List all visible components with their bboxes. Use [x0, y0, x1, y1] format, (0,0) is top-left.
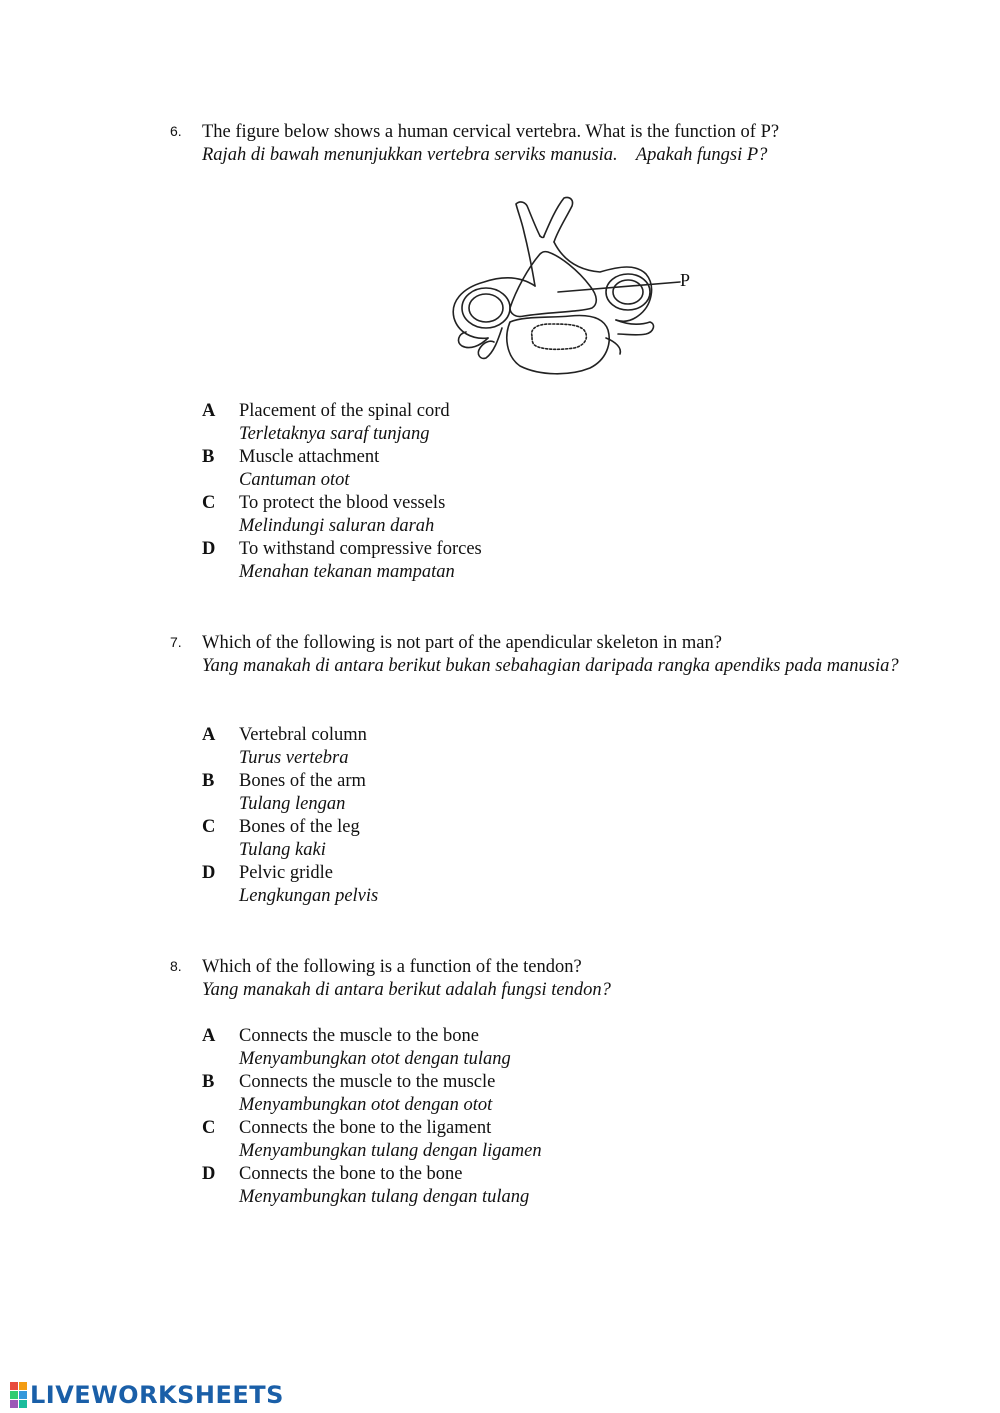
question-number: 8. — [170, 958, 182, 974]
option-text-ms: Lengkungan pelvis — [239, 886, 379, 906]
option-a[interactable] — [202, 724, 942, 770]
question-7 — [170, 632, 940, 678]
liveworksheets-logo[interactable] — [10, 1380, 284, 1410]
option-text-en: Placement of the spinal cord — [239, 401, 450, 421]
figure-label-p: P — [680, 270, 691, 290]
option-letter: C — [202, 493, 216, 513]
option-text-ms: Terletaknya saraf tunjang — [239, 424, 430, 444]
logo-block — [10, 1382, 18, 1390]
option-b[interactable] — [202, 770, 942, 816]
option-text-en: Pelvic gridle — [239, 863, 334, 883]
option-text-ms: Cantuman otot — [239, 470, 350, 490]
option-c[interactable] — [202, 492, 942, 538]
option-letter: A — [202, 1026, 216, 1046]
logo-blocks-icon — [10, 1382, 27, 1408]
option-c[interactable] — [202, 816, 942, 862]
option-letter: B — [202, 447, 215, 467]
option-text-en: Connects the bone to the bone — [239, 1164, 463, 1184]
logo-block — [10, 1400, 18, 1408]
question-text-en: The figure below shows a human cervical vertebra. What is the function of P? — [202, 122, 780, 142]
question-number: 6. — [170, 123, 182, 139]
option-letter: A — [202, 725, 216, 745]
option-d[interactable] — [202, 538, 942, 584]
logo-block — [10, 1391, 18, 1399]
question-8 — [170, 956, 940, 1002]
option-b[interactable] — [202, 446, 942, 492]
question-6 — [170, 121, 940, 167]
option-text-ms: Menahan tekanan mampatan — [239, 562, 455, 582]
option-letter: C — [202, 1118, 216, 1138]
question-text-en: Which of the following is a function of the tendon? — [202, 957, 582, 977]
logo-block — [19, 1391, 27, 1399]
option-text-ms: Menyambungkan otot dengan otot — [239, 1095, 493, 1115]
option-text-en: Connects the muscle to the muscle — [239, 1072, 496, 1092]
option-text-ms: Menyambungkan otot dengan tulang — [239, 1049, 511, 1069]
option-letter: D — [202, 539, 216, 559]
option-text-en: Connects the bone to the ligament — [239, 1118, 492, 1138]
option-c[interactable] — [202, 1117, 942, 1163]
option-letter: D — [202, 863, 216, 883]
option-text-ms: Menyambungkan tulang dengan ligamen — [239, 1141, 542, 1161]
question-number: 7. — [170, 634, 182, 650]
option-text-ms: Melindungi saluran darah — [239, 516, 435, 536]
option-letter: D — [202, 1164, 216, 1184]
option-d[interactable] — [202, 1163, 942, 1209]
option-text-en: To protect the blood vessels — [239, 493, 446, 513]
question-text-ms: Yang manakah di antara berikut adalah fungsi tendon? — [202, 980, 611, 1000]
option-a[interactable] — [202, 400, 942, 446]
option-b[interactable] — [202, 1071, 942, 1117]
option-text-ms: Tulang kaki — [239, 840, 326, 860]
vertebra-drawing — [440, 190, 700, 380]
option-letter: B — [202, 1072, 215, 1092]
question-text-ms: Yang manakah di antara berikut bukan sebahagian daripada rangka apendiks pada manusia? — [202, 656, 899, 676]
question-text — [202, 956, 940, 1002]
option-letter: C — [202, 817, 216, 837]
logo-text: LIVEWORKSHEETS — [30, 1381, 284, 1409]
options-q7 — [202, 724, 942, 908]
options-q6 — [202, 400, 942, 584]
option-d[interactable] — [202, 862, 942, 908]
option-text-en: Bones of the leg — [239, 817, 360, 837]
question-text-ms: Rajah di bawah menunjukkan vertebra serviks manusia. Apakah fungsi P? — [202, 145, 768, 165]
option-text-en: Muscle attachment — [239, 447, 380, 467]
options-q8 — [202, 1025, 942, 1209]
option-letter: A — [202, 401, 216, 421]
cervical-vertebra-figure — [440, 190, 700, 380]
option-text-en: Connects the muscle to the bone — [239, 1026, 479, 1046]
logo-block — [19, 1382, 27, 1390]
option-text-ms: Menyambungkan tulang dengan tulang — [239, 1187, 530, 1207]
option-text-ms: Turus vertebra — [239, 748, 349, 768]
option-letter: B — [202, 771, 215, 791]
option-text-en: To withstand compressive forces — [239, 539, 482, 559]
option-text-en: Bones of the arm — [239, 771, 366, 791]
question-text — [202, 121, 940, 167]
option-text-en: Vertebral column — [239, 725, 367, 745]
question-text — [202, 632, 940, 678]
logo-block — [19, 1400, 27, 1408]
option-text-ms: Tulang lengan — [239, 794, 346, 814]
option-a[interactable] — [202, 1025, 942, 1071]
question-text-en: Which of the following is not part of the apendicular skeleton in man? — [202, 633, 722, 653]
